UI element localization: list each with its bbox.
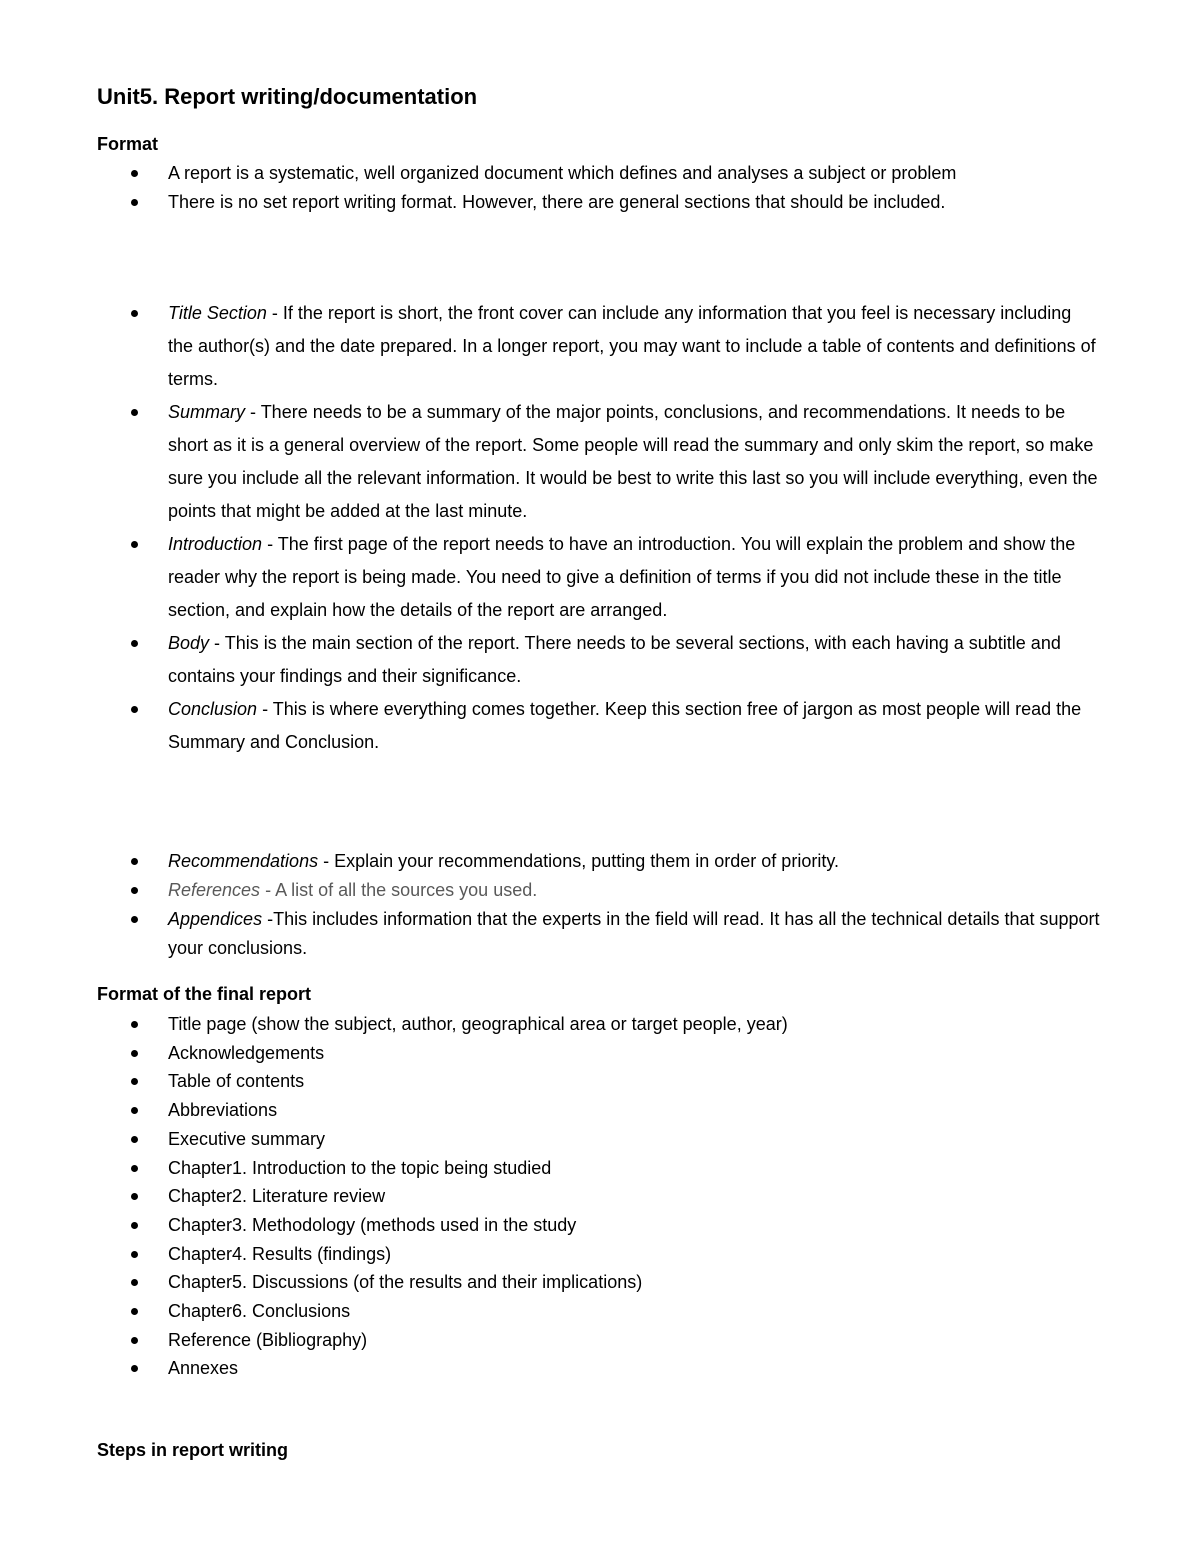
list-item: Chapter4. Results (findings) (0, 1240, 1100, 1269)
list-item: Chapter3. Methodology (methods used in the study (0, 1211, 1100, 1240)
section-text: This is the main section of the report. There needs to be several sections, with each having a subtitle and contains your findings and their significance. (168, 633, 1061, 686)
section-term: Recommendations (168, 851, 319, 871)
section-term: Introduction (168, 534, 263, 554)
section-separator: - (260, 880, 276, 900)
section-item-summary (0, 396, 1100, 528)
list-item: Acknowledgements (0, 1039, 1100, 1068)
section-separator: - (257, 699, 273, 719)
list-item: Chapter5. Discussions (of the results and their implications) (0, 1268, 1100, 1297)
section-term: Conclusion (168, 699, 258, 719)
final-report-list (0, 1010, 1200, 1383)
list-item: Abbreviations (0, 1096, 1100, 1125)
section-text: This includes information that the experts in the field will read. It has all the technical details that support your conclusions. (168, 909, 1100, 958)
section-text: This is where everything comes together. Keep this section free of jargon as most people will read the Summary and Conclusion. (168, 699, 1082, 752)
section-separator: - (262, 534, 278, 554)
list-item: There is no set report writing format. However, there are general sections that should be included. (0, 188, 1100, 217)
section-term: References (168, 880, 261, 900)
report-sections-list-continued (0, 847, 1200, 963)
section-text: A list of all the sources you used. (275, 880, 538, 900)
section-text: If the report is short, the front cover can include any information that you feel is necessary including the author(s) and the date prepared. In a longer report, you may want to include a table of contents and definitions of terms. (168, 303, 1096, 389)
section-separator: - (262, 909, 274, 929)
list-item: A report is a systematic, well organized document which defines and analyses a subject or problem (0, 159, 1100, 188)
section-text: There needs to be a summary of the major points, conclusions, and recommendations. It needs to be short as it is a general overview of the report. Some people will read the summary and only skim the report, so make sure you include all the relevant information. It would be best to write this last so you will include everything, even the points that might be added at the last minute. (168, 402, 1098, 521)
list-item: Chapter1. Introduction to the topic being studied (0, 1154, 1100, 1183)
section-term: Appendices (168, 909, 263, 929)
section-separator: - (266, 303, 283, 323)
steps-heading: Steps in report writing (97, 1440, 289, 1460)
section-separator: - (318, 851, 335, 871)
section-text: Explain your recommendations, putting them in order of priority. (334, 851, 839, 871)
section-item-conclusion (0, 693, 1100, 759)
section-term: Title Section (168, 303, 267, 323)
section-item-references (0, 876, 1100, 905)
page-title: Unit5. Report writing/documentation (97, 84, 478, 109)
list-item: Table of contents (0, 1067, 1100, 1096)
section-separator: - (245, 402, 261, 422)
report-sections-list (0, 297, 1200, 759)
section-separator: - (209, 633, 225, 653)
section-item-introduction (0, 528, 1100, 627)
format-points-list (0, 159, 1200, 217)
list-item: Chapter6. Conclusions (0, 1297, 1100, 1326)
section-term: Summary (168, 402, 246, 422)
list-item: Chapter2. Literature review (0, 1182, 1100, 1211)
list-item: Title page (show the subject, author, geographical area or target people, year) (0, 1010, 1100, 1039)
section-item-appendices (0, 905, 1100, 963)
section-item-recommendations (0, 847, 1100, 876)
final-report-heading: Format of the final report (97, 984, 312, 1004)
list-item: Executive summary (0, 1125, 1100, 1154)
section-item-body (0, 627, 1100, 693)
list-item: Annexes (0, 1354, 1100, 1383)
section-text: The first page of the report needs to have an introduction. You will explain the problem and show the reader why the report is being made. You need to give a definition of terms if you did not include these in the title section, and explain how the details of the report are arranged. (168, 534, 1076, 620)
section-term: Body (168, 633, 210, 653)
format-heading: Format (97, 134, 159, 154)
section-item-title-section (0, 297, 1100, 396)
list-item: Reference (Bibliography) (0, 1326, 1100, 1355)
